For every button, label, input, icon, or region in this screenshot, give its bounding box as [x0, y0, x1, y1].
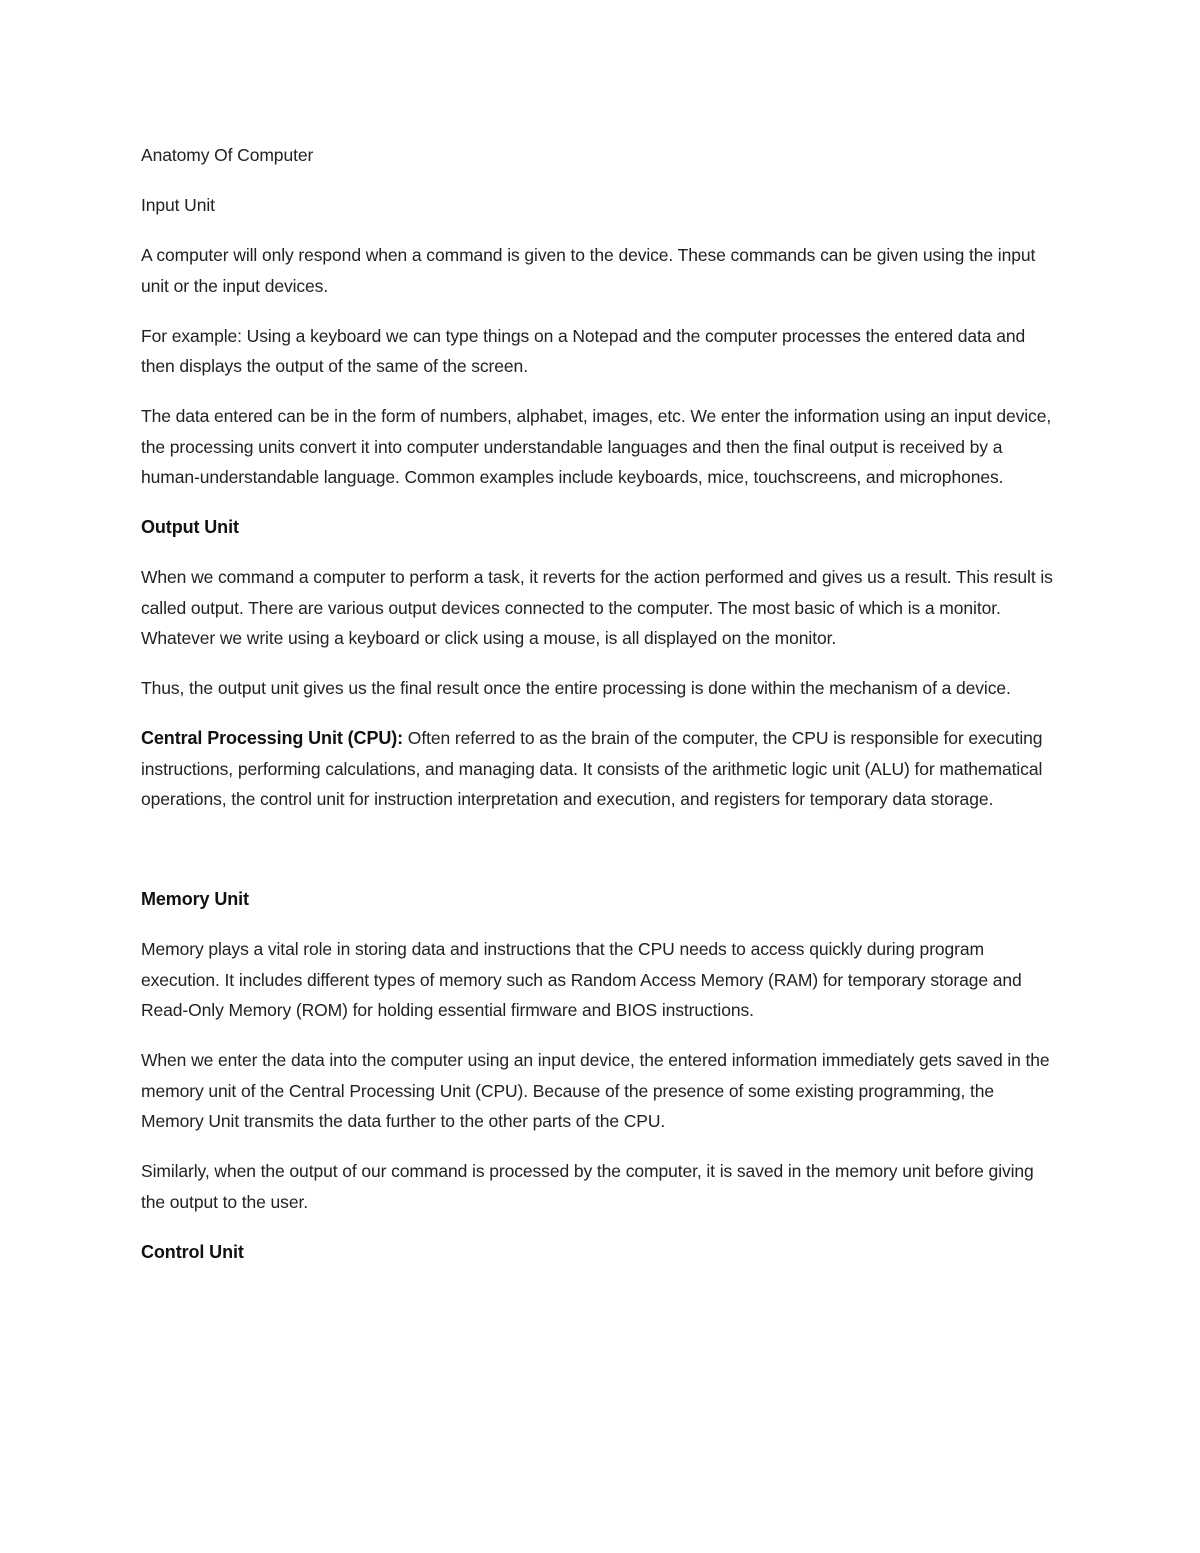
input-unit-paragraph-2: For example: Using a keyboard we can type things on a Notepad and the computer processes the entered data and then displays the output of the same of the screen. — [141, 325, 1026, 376]
blank-line — [141, 834, 1061, 865]
output-unit-paragraph-1: When we command a computer to perform a task, it reverts for the action performed and gives us a result. This result is called output. There are various output devices connected to the computer. The most basic of which is a monitor. Whatever we write using a keyboard or click using a mouse, is all displayed on the monitor. — [141, 567, 1053, 648]
cpu-lead: Central Processing Unit (CPU): — [141, 728, 404, 748]
document-title: Anatomy Of Computer — [141, 145, 314, 165]
document-body — [141, 140, 1061, 1287]
input-unit-heading: Input Unit — [141, 195, 215, 215]
control-unit-heading: Control Unit — [141, 1241, 244, 1262]
output-unit-heading: Output Unit — [141, 517, 239, 537]
memory-unit-heading: Memory Unit — [141, 889, 249, 909]
memory-unit-paragraph-3: Similarly, when the output of our command is processed by the computer, it is saved in the memory unit before giving the output to the user. — [141, 1161, 1034, 1212]
memory-unit-paragraph-2: When we enter the data into the computer using an input device, the entered information immediately gets saved in the memory unit of the Central Processing Unit (CPU). Because of the presence of some existing programming, the Memory Unit transmits the data further to the other parts of the CPU. — [141, 1050, 1050, 1131]
input-unit-paragraph-1: A computer will only respond when a command is given to the device. These commands can be given using the input unit or the input devices. — [141, 245, 1036, 296]
cpu-paragraph — [141, 723, 1061, 815]
output-unit-paragraph-2: Thus, the output unit gives us the final result once the entire processing is done within the mechanism of a device. — [141, 678, 1011, 698]
input-unit-paragraph-3: The data entered can be in the form of numbers, alphabet, images, etc. We enter the information using an input device, the processing units convert it into computer understandable languages and then the final output is received by a human-understandable language. Common examples include keyboards, mice, touchscreens, and microphones. — [141, 406, 1052, 487]
cpu-text: Often referred to as the brain of the computer, the CPU is responsible for executing instructions, performing calculations, and managing data. It consists of the arithmetic logic unit (ALU) for mathematical operations, the control unit for instruction interpretation and execution, and registers for temporary data storage. — [141, 728, 1043, 809]
memory-unit-paragraph-1: Memory plays a vital role in storing data and instructions that the CPU needs to access quickly during program execution. It includes different types of memory such as Random Access Memory (RAM) for temporary storage and Read-Only Memory (ROM) for holding essential firmware and BIOS instructions. — [141, 939, 1022, 1020]
